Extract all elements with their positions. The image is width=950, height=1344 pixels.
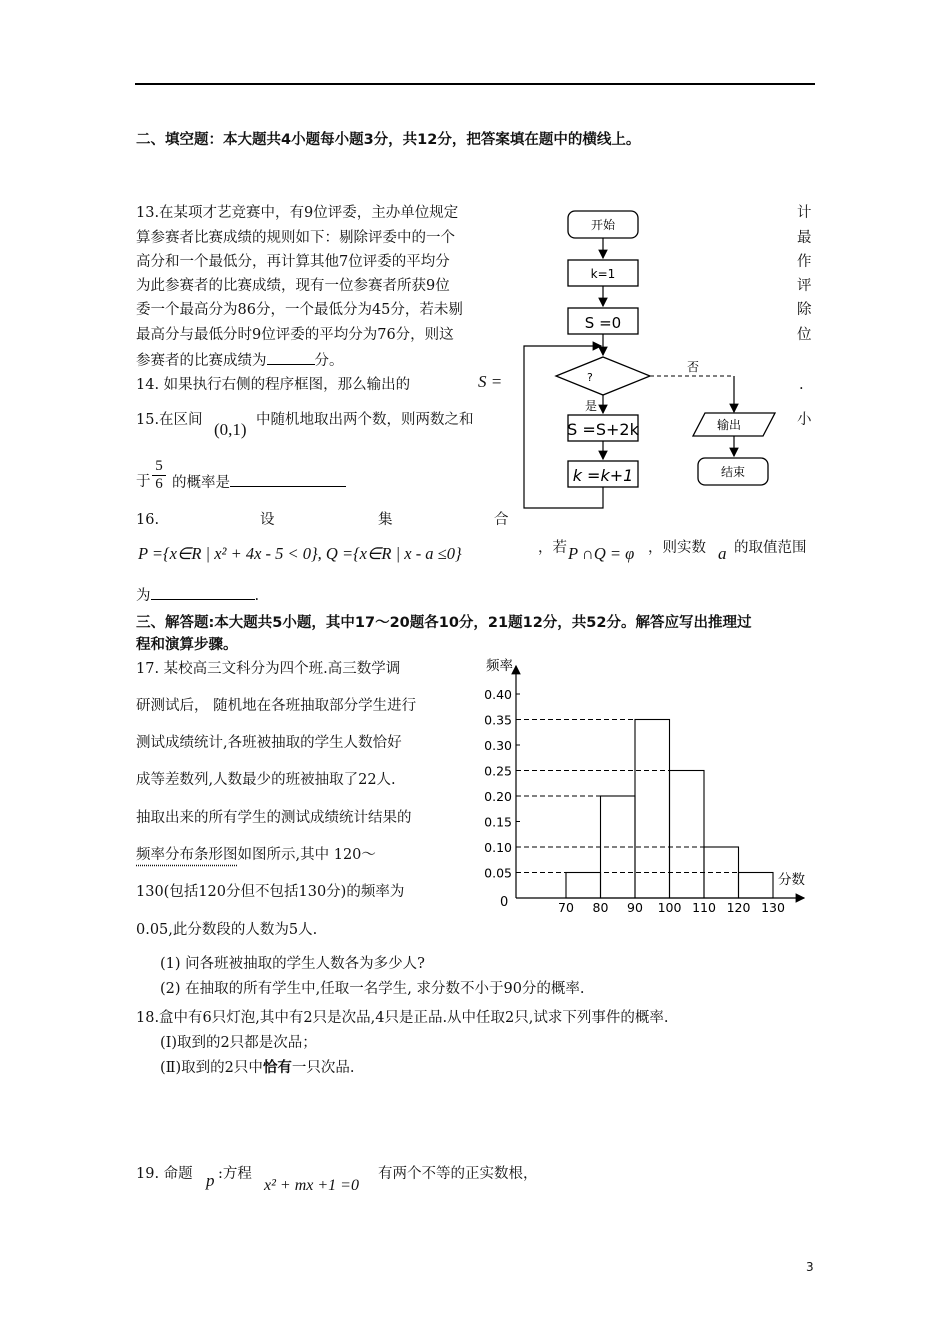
q15-middle: 中随机地取出两个数，则两数之和 bbox=[256, 412, 474, 428]
flow-start-label: 开始 bbox=[590, 218, 616, 232]
q16-ask: 的取值范围 bbox=[734, 540, 807, 556]
q13-line-6: 最高分与最低分时9位评委的平均分为76分，则这 bbox=[136, 327, 454, 343]
q15-frac-num: 5 bbox=[155, 458, 163, 474]
q15-frac-den: 6 bbox=[152, 475, 166, 493]
page-number: 3 bbox=[806, 1260, 814, 1274]
q13-answer-blank bbox=[267, 350, 315, 365]
histogram-x-tick-label: 120 bbox=[726, 900, 751, 915]
q19-prefix: 19. 命题 bbox=[136, 1166, 193, 1182]
histogram-y-tick-label: 0.40 bbox=[484, 687, 512, 702]
histogram-y-tick-label: 0.35 bbox=[484, 712, 512, 728]
q13-line-4: 为此参赛者的比赛成绩，现有一位参赛者所获9位 bbox=[136, 278, 450, 294]
q15-right: 小 bbox=[797, 412, 812, 428]
flow-init-k-label: k=1 bbox=[590, 267, 616, 281]
histogram-ylabel: 频率 bbox=[486, 658, 513, 674]
histogram-x-tick-label: 100 bbox=[657, 900, 682, 915]
q15-line2-prefix: 于 bbox=[136, 474, 151, 490]
frequency-histogram bbox=[478, 652, 818, 924]
q13-tail: 分。 bbox=[314, 353, 344, 369]
q15-interval: (0,1) bbox=[214, 420, 247, 439]
flowchart bbox=[515, 200, 795, 520]
flow-yes-label: 是 bbox=[585, 399, 598, 413]
q13-line-7 bbox=[136, 350, 344, 371]
q16-spaced-2: 集 bbox=[378, 512, 393, 528]
section3-heading-line1: 三、解答题:本大题共5小题，其中17～20题各10分，21题12分，共52分。解答应写出推理过 bbox=[136, 615, 752, 631]
histogram-bar-70-80 bbox=[566, 873, 601, 899]
q18-line-3-prefix: (Ⅱ)取到的2只中 bbox=[160, 1060, 263, 1076]
flow-no-label: 否 bbox=[687, 360, 700, 374]
q13-line-2: 算参赛者比赛成绩的规则如下：剔除评委中的一个 bbox=[136, 230, 455, 246]
q13-line-3: 高分和一个最低分，再计算其他7位评委的平均分 bbox=[136, 254, 450, 270]
histogram-x-tick-label: 70 bbox=[558, 900, 574, 915]
q18-line-3-suffix: 一只次品. bbox=[291, 1060, 355, 1076]
q16-cond-suffix: ，则实数 bbox=[648, 540, 706, 556]
q14-end: . bbox=[799, 377, 804, 393]
q19-suffix: 有两个不等的正实数根， bbox=[378, 1166, 538, 1182]
q16-line3-suffix: . bbox=[254, 588, 260, 604]
histogram-x-tick-label: 80 bbox=[592, 900, 609, 915]
q17-sub-1: (1) 问各班被抽取的学生人数各为多少人? bbox=[160, 956, 425, 972]
q17-line-4: 成等差数列,人数最少的班被抽取了22人. bbox=[136, 772, 396, 788]
histogram-x-tick-label: 130 bbox=[761, 900, 785, 915]
q15-prefix: 15.在区间 bbox=[136, 412, 203, 428]
histogram-bar-100-110 bbox=[670, 771, 705, 899]
histogram-y-tick-label: 0.20 bbox=[484, 789, 512, 804]
q16-line3 bbox=[136, 585, 259, 606]
q16-spaced-1: 设 bbox=[260, 512, 275, 528]
q17-line-7: 130(包括120分但不包括130分)的频率为 bbox=[136, 884, 405, 900]
q13-line-1: 13.在某项才艺竞赛中，有9位评委，主办单位规定 bbox=[136, 205, 459, 221]
histogram-y-tick-label: 0.05 bbox=[484, 865, 512, 881]
flow-update-s-label: S =S+2k bbox=[567, 420, 639, 439]
histogram-xlabel: 分数 bbox=[778, 872, 805, 888]
q17-line-5: 抽取出来的所有学生的测试成绩统计结果的 bbox=[136, 810, 412, 826]
q16-cond: P ∩Q = φ bbox=[568, 544, 635, 563]
histogram-x-tick-label: 90 bbox=[627, 900, 643, 915]
q16-answer-blank bbox=[151, 585, 255, 600]
q13-right-2: 最 bbox=[797, 230, 812, 246]
q16-set-expr: P ={x∈R | x² + 4x - 5 < 0}, Q ={x∈R | x - a ≤0} bbox=[138, 544, 462, 563]
histogram-y-tick-label: 0.10 bbox=[484, 840, 512, 855]
q13-right-5: 除 bbox=[797, 302, 812, 318]
q14-var: S = bbox=[478, 372, 503, 391]
q16-spaced-3: 合 bbox=[494, 512, 509, 528]
q13-line-5: 委一个最高分为86分，一个最低分为45分，若未剔 bbox=[136, 302, 463, 318]
histogram-bar-120-130 bbox=[739, 873, 774, 899]
flow-end-label: 结束 bbox=[720, 465, 746, 479]
histogram-x-tick-label: 110 bbox=[692, 900, 716, 915]
flow-decision bbox=[556, 357, 650, 395]
q14-text: 14. 如果执行右侧的程序框图，那么输出的 bbox=[136, 377, 411, 393]
q17-line-6-rest: 如图所示,其中 120～ bbox=[237, 847, 376, 863]
q15-answer-blank bbox=[230, 472, 346, 487]
q18-line-3-bold: 恰有 bbox=[262, 1059, 292, 1076]
q13-line-7-text: 参赛者的比赛成绩为 bbox=[136, 353, 267, 369]
q16-line3-prefix: 为 bbox=[136, 588, 151, 604]
q18-line-1: 18.盒中有6只灯泡,其中有2只是次品,4只是正品.从中任取2只,试求下列事件的概率. bbox=[136, 1010, 669, 1026]
q19-equation: x² + mx +1 =0 bbox=[264, 1177, 359, 1194]
header-rule bbox=[135, 83, 815, 85]
flow-update-k-label: k =k+1 bbox=[572, 466, 634, 485]
q17-line-6-dotted: 频率分布条形图 bbox=[136, 847, 238, 863]
q13-right-4: 评 bbox=[797, 278, 812, 294]
histogram-bar-90-100 bbox=[635, 720, 670, 899]
q17-line-6 bbox=[136, 845, 376, 865]
q17-sub-2: (2) 在抽取的所有学生中,任取一名学生, 求分数不小于90分的概率. bbox=[160, 981, 585, 997]
section3-heading-line2: 程和演算步骤。 bbox=[136, 637, 238, 653]
q15-line2 bbox=[172, 472, 346, 493]
histogram-y-tick-label: 0.30 bbox=[484, 738, 512, 753]
q19-var: p bbox=[206, 1171, 215, 1190]
histogram-y-tick-label: 0.25 bbox=[484, 763, 512, 779]
q18-line-3 bbox=[160, 1058, 355, 1078]
q17-line-3: 测试成绩统计,各班被抽取的学生人数恰好 bbox=[136, 735, 402, 751]
flow-init-s-label: S =0 bbox=[584, 314, 622, 332]
q16-var: a bbox=[718, 544, 727, 563]
q17-line-8: 0.05,此分数段的人数为5人. bbox=[136, 922, 318, 938]
flow-decision-label: ? bbox=[587, 371, 593, 384]
q18-line-2: (Ⅰ)取到的2只都是次品； bbox=[160, 1035, 317, 1051]
q19-colon: :方程 bbox=[218, 1166, 252, 1182]
q16-label: 16. bbox=[136, 512, 160, 528]
q17-line-2: 研测试后， 随机地在各班抽取部分学生进行 bbox=[136, 698, 417, 714]
q17-line-1: 17. 某校高三文科分为四个班.高三数学调 bbox=[136, 661, 401, 677]
q15-fraction bbox=[152, 458, 166, 493]
q16-cond-prefix: ，若 bbox=[538, 540, 567, 556]
section2-heading: 二、填空题：本大题共4小题每小题3分，共12分，把答案填在题中的横线上。 bbox=[136, 132, 641, 148]
flow-output-label: 输出 bbox=[716, 418, 742, 432]
q13-right-6: 位 bbox=[797, 327, 812, 343]
histogram-y-tick-label: 0.15 bbox=[484, 814, 512, 830]
q13-right-1: 计 bbox=[797, 205, 812, 221]
q13-right-3: 作 bbox=[797, 254, 812, 270]
histogram-origin: 0 bbox=[500, 895, 509, 910]
q15-line2-suffix: 的概率是 bbox=[172, 475, 230, 491]
